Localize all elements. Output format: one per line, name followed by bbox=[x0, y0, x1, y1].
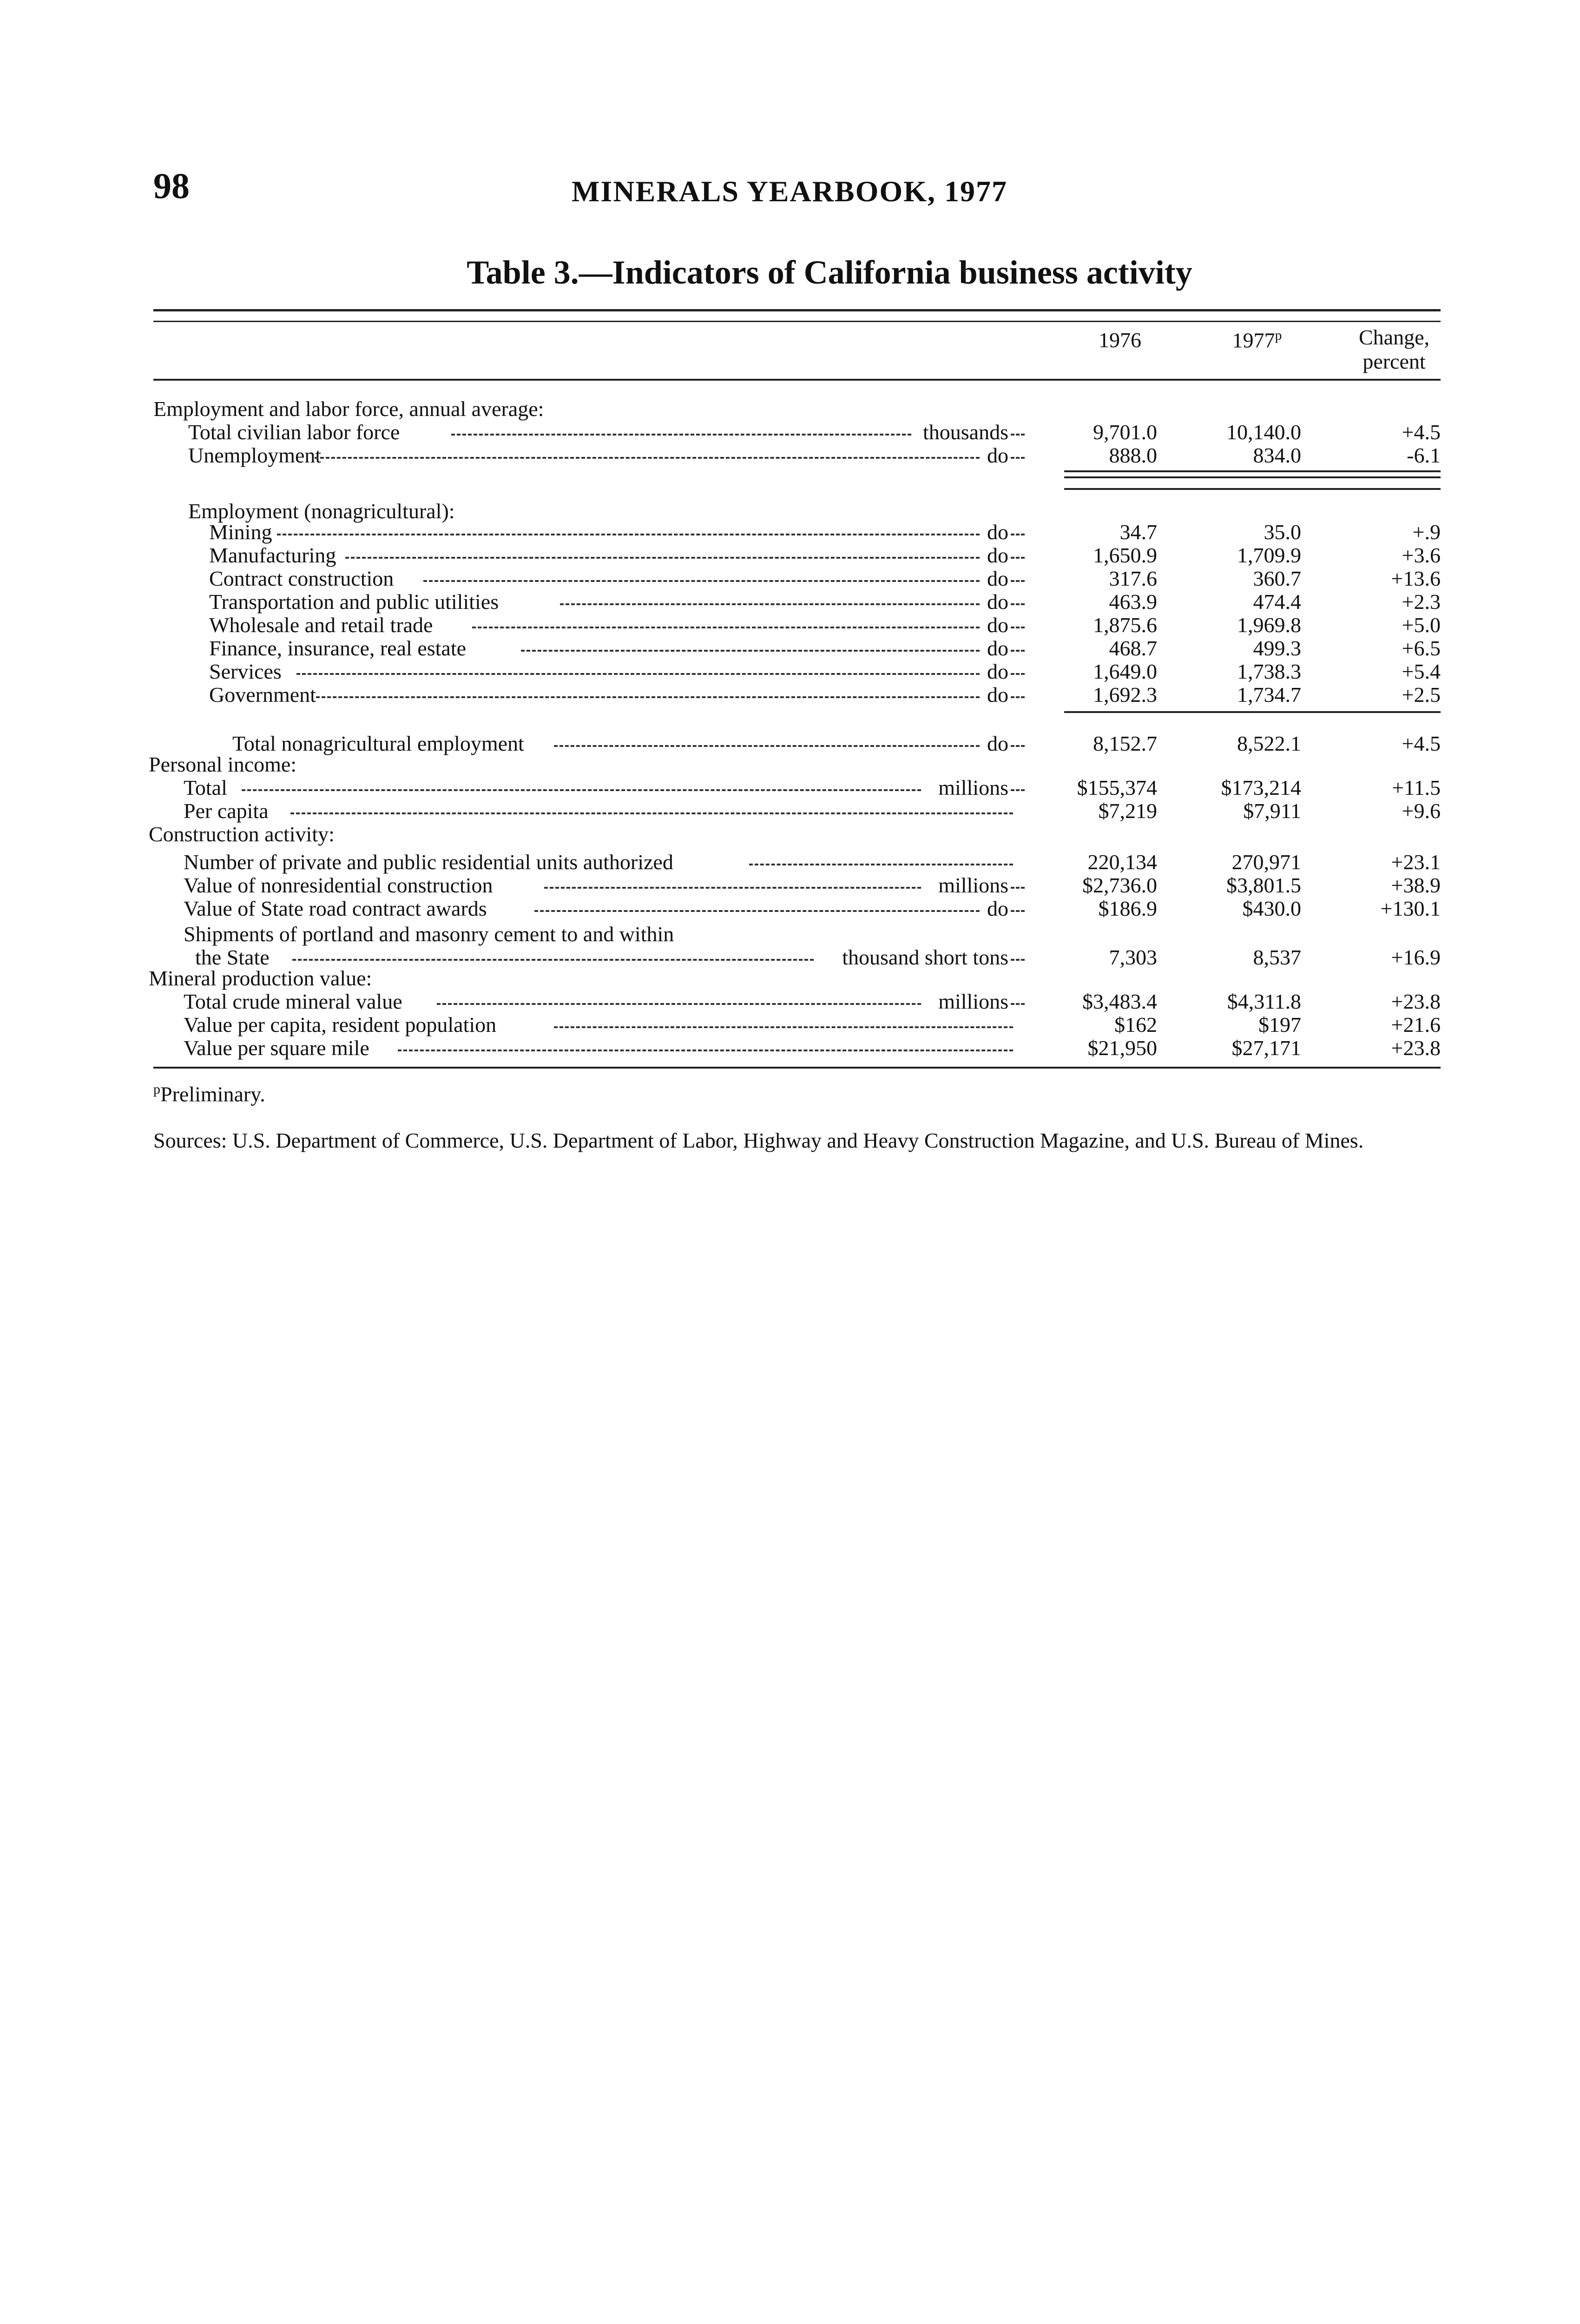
leader-dots bbox=[534, 910, 980, 912]
table-row bbox=[0, 660, 1580, 683]
value-1977: 8,522.1 bbox=[1237, 732, 1301, 755]
table-row bbox=[0, 614, 1580, 637]
leader-dots bbox=[277, 534, 980, 535]
value-change: +2.5 bbox=[1402, 683, 1441, 706]
value-1976: $186.9 bbox=[1098, 897, 1157, 920]
value-1976: $3,483.4 bbox=[1082, 990, 1157, 1013]
leader-dots bbox=[315, 457, 980, 459]
row-unit: do bbox=[987, 543, 1008, 567]
value-change: +5.4 bbox=[1402, 660, 1441, 683]
row-label: Finance, insurance, real estate bbox=[209, 636, 467, 660]
row-label: Per capita bbox=[184, 799, 269, 823]
table-row bbox=[0, 590, 1580, 614]
value-1977: $4,311.8 bbox=[1227, 990, 1301, 1013]
leader-dots bbox=[423, 580, 980, 582]
value-change: +9.6 bbox=[1402, 799, 1441, 823]
value-change: +38.9 bbox=[1391, 873, 1441, 897]
table-row bbox=[0, 823, 1580, 846]
value-change: +23.8 bbox=[1391, 1036, 1441, 1060]
value-1976: 1,649.0 bbox=[1093, 660, 1157, 683]
value-1977: $197 bbox=[1258, 1013, 1301, 1037]
row-unit: do bbox=[987, 897, 1008, 920]
table-bottom-rule bbox=[153, 1067, 1441, 1069]
row-label: Contract construction bbox=[209, 567, 394, 590]
table-row bbox=[0, 637, 1580, 660]
value-1976: $21,950 bbox=[1087, 1036, 1157, 1060]
leader-dots bbox=[451, 434, 911, 436]
column-header-change-line1: Change, bbox=[1358, 325, 1429, 349]
row-label: Government bbox=[209, 683, 316, 706]
value-1977: 1,969.8 bbox=[1237, 613, 1301, 637]
value-change: +2.3 bbox=[1402, 590, 1441, 614]
row-label: Employment (nonagricultural): bbox=[188, 499, 455, 523]
row-unit: millions bbox=[938, 990, 1008, 1013]
value-1977: 499.3 bbox=[1253, 636, 1301, 660]
leader-dots bbox=[554, 745, 980, 747]
value-1976: 888.0 bbox=[1109, 443, 1157, 467]
subtotal-rule-labor bbox=[1064, 470, 1441, 472]
subtotal-rule-employment bbox=[1064, 711, 1441, 713]
footnote-sources: Sources: U.S. Department of Commerce, U.S. Department of Labor, Highway and Heavy Construction Magazine, and U.S. Bureau of Mines. bbox=[153, 1129, 1364, 1152]
table-row bbox=[0, 544, 1580, 567]
value-1977: 834.0 bbox=[1253, 443, 1301, 467]
table-row bbox=[0, 683, 1580, 706]
table-row bbox=[0, 851, 1580, 874]
value-change: +23.1 bbox=[1391, 850, 1441, 874]
value-1977: 8,537 bbox=[1253, 945, 1301, 969]
table-row bbox=[0, 923, 1580, 946]
running-head: MINERALS YEARBOOK, 1977 bbox=[572, 175, 1007, 208]
leader-dots bbox=[290, 812, 1013, 814]
row-unit: do bbox=[987, 660, 1008, 683]
value-1977: $173,214 bbox=[1221, 776, 1301, 799]
row-label: Employment and labor force, annual average: bbox=[153, 397, 544, 421]
value-change: +11.5 bbox=[1392, 776, 1441, 799]
value-change: +21.6 bbox=[1391, 1013, 1441, 1037]
leader-dots bbox=[560, 603, 980, 605]
leader-dots bbox=[296, 673, 980, 675]
table-row bbox=[0, 421, 1580, 444]
row-unit: do bbox=[987, 567, 1008, 590]
value-1977: 35.0 bbox=[1264, 520, 1301, 544]
table-row bbox=[0, 946, 1580, 969]
table-row bbox=[0, 1037, 1580, 1060]
row-label: Shipments of portland and masonry cement to and within bbox=[184, 922, 674, 946]
row-label: Value of nonresidential construction bbox=[184, 873, 493, 897]
value-1977: 1,738.3 bbox=[1237, 660, 1301, 683]
value-1977: $3,801.5 bbox=[1226, 873, 1301, 897]
row-unit: do bbox=[987, 636, 1008, 660]
value-1976: 463.9 bbox=[1109, 590, 1157, 614]
row-unit: do bbox=[987, 613, 1008, 637]
table-row bbox=[0, 567, 1580, 590]
page-number: 98 bbox=[153, 165, 190, 206]
table-title: Table 3.—Indicators of California business activity bbox=[467, 254, 1192, 291]
row-label: Manufacturing bbox=[209, 543, 336, 567]
row-unit: do bbox=[987, 443, 1008, 467]
row-label: Value per square mile bbox=[184, 1036, 369, 1060]
row-label: Total nonagricultural employment bbox=[232, 732, 524, 755]
value-1976: 468.7 bbox=[1109, 636, 1157, 660]
leader-dots bbox=[398, 1050, 1013, 1051]
value-1976: 1,650.9 bbox=[1093, 543, 1157, 567]
table-row bbox=[0, 897, 1580, 920]
row-label: Total civilian labor force bbox=[188, 420, 400, 444]
header-top-rule bbox=[153, 321, 1441, 322]
row-label: Unemployment bbox=[188, 443, 322, 467]
row-label: Construction activity: bbox=[149, 822, 335, 846]
leader-dots bbox=[521, 650, 980, 652]
value-1976: 7,303 bbox=[1109, 945, 1157, 969]
row-label: Wholesale and retail trade bbox=[209, 613, 433, 637]
leader-dots bbox=[292, 959, 814, 961]
row-label: Total bbox=[184, 776, 227, 799]
leader-dots bbox=[437, 1003, 921, 1005]
value-change: +5.0 bbox=[1402, 613, 1441, 637]
value-change: +6.5 bbox=[1402, 636, 1441, 660]
value-1976: $2,736.0 bbox=[1082, 873, 1157, 897]
preliminary-marker: p bbox=[1275, 328, 1282, 343]
column-header-1977-year: 1977 bbox=[1232, 328, 1275, 352]
leader-dots bbox=[345, 557, 980, 559]
value-1977: 360.7 bbox=[1253, 567, 1301, 590]
leader-dots bbox=[554, 1026, 1013, 1028]
value-1977: $27,171 bbox=[1231, 1036, 1301, 1060]
value-change: +4.5 bbox=[1402, 420, 1441, 444]
table-row bbox=[0, 397, 1580, 421]
row-label: Value of State road contract awards bbox=[184, 897, 487, 920]
column-header-1976: 1976 bbox=[1099, 328, 1141, 352]
header-bottom-rule bbox=[153, 379, 1441, 381]
leader-dots bbox=[242, 789, 921, 791]
value-1976: 8,152.7 bbox=[1093, 732, 1157, 755]
row-label: Mineral production value: bbox=[149, 966, 372, 990]
leader-dots bbox=[472, 627, 980, 628]
footnote-preliminary bbox=[153, 1078, 265, 1105]
value-change: +3.6 bbox=[1402, 543, 1441, 567]
table-row bbox=[0, 874, 1580, 897]
value-1977: 1,709.9 bbox=[1237, 543, 1301, 567]
table-row bbox=[0, 500, 1580, 523]
value-1976: 220,134 bbox=[1087, 850, 1157, 874]
table-row bbox=[0, 521, 1580, 544]
table-row bbox=[0, 732, 1580, 755]
value-change: +23.8 bbox=[1391, 990, 1441, 1013]
value-1976: $162 bbox=[1114, 1013, 1157, 1037]
value-1976: 9,701.0 bbox=[1093, 420, 1157, 444]
value-change: +.9 bbox=[1412, 520, 1441, 544]
value-change: +13.6 bbox=[1391, 567, 1441, 590]
row-label: Number of private and public residential units authorized bbox=[184, 850, 673, 874]
value-1977: 474.4 bbox=[1253, 590, 1301, 614]
row-unit: millions bbox=[938, 873, 1008, 897]
section-rule-employment bbox=[1064, 488, 1441, 490]
value-1976: $155,374 bbox=[1077, 776, 1157, 799]
value-change: +16.9 bbox=[1391, 945, 1441, 969]
table-row bbox=[0, 1013, 1580, 1037]
table-row bbox=[0, 776, 1580, 799]
column-header-1977 bbox=[1213, 328, 1301, 352]
value-1977: $430.0 bbox=[1242, 897, 1301, 920]
table-row bbox=[0, 753, 1580, 776]
value-1976: $7,219 bbox=[1098, 799, 1157, 823]
value-1977: 10,140.0 bbox=[1226, 420, 1301, 444]
value-1976: 34.7 bbox=[1119, 520, 1157, 544]
row-label: Personal income: bbox=[149, 753, 297, 776]
value-change: +130.1 bbox=[1380, 897, 1441, 920]
row-unit: do bbox=[987, 683, 1008, 706]
leader-dots bbox=[316, 696, 980, 698]
row-label: Transportation and public utilities bbox=[209, 590, 499, 614]
footnote-preliminary-marker: p bbox=[153, 1082, 160, 1097]
row-label: Services bbox=[209, 660, 282, 683]
row-unit: do bbox=[987, 732, 1008, 755]
column-header-change-line2: percent bbox=[1363, 350, 1426, 373]
value-1976: 1,875.6 bbox=[1093, 613, 1157, 637]
table-row bbox=[0, 967, 1580, 990]
table-row bbox=[0, 799, 1580, 823]
value-1976: 1,692.3 bbox=[1093, 683, 1157, 706]
row-unit: millions bbox=[938, 776, 1008, 799]
row-label: Value per capita, resident population bbox=[184, 1013, 497, 1037]
top-rule bbox=[153, 309, 1441, 311]
table-row bbox=[0, 990, 1580, 1013]
row-unit: thousand short tons bbox=[842, 945, 1008, 969]
value-1976: 317.6 bbox=[1109, 567, 1157, 590]
leader-dots bbox=[544, 887, 921, 889]
row-unit: thousands bbox=[923, 420, 1008, 444]
value-change: +4.5 bbox=[1402, 732, 1441, 755]
row-label: the State bbox=[195, 945, 270, 969]
subtotal-double-rule-labor bbox=[1064, 476, 1441, 478]
value-change: -6.1 bbox=[1407, 443, 1441, 467]
leader-dots bbox=[749, 864, 1013, 865]
row-label: Total crude mineral value bbox=[184, 990, 402, 1013]
value-1977: $7,911 bbox=[1243, 799, 1301, 823]
table-row bbox=[0, 444, 1580, 467]
column-header-change bbox=[1338, 325, 1450, 374]
value-1977: 1,734.7 bbox=[1237, 683, 1301, 706]
row-unit: do bbox=[987, 590, 1008, 614]
footnote-preliminary-text: Preliminary. bbox=[160, 1082, 265, 1106]
row-unit: do bbox=[987, 520, 1008, 544]
value-1977: 270,971 bbox=[1231, 850, 1301, 874]
row-label: Mining bbox=[209, 520, 272, 544]
